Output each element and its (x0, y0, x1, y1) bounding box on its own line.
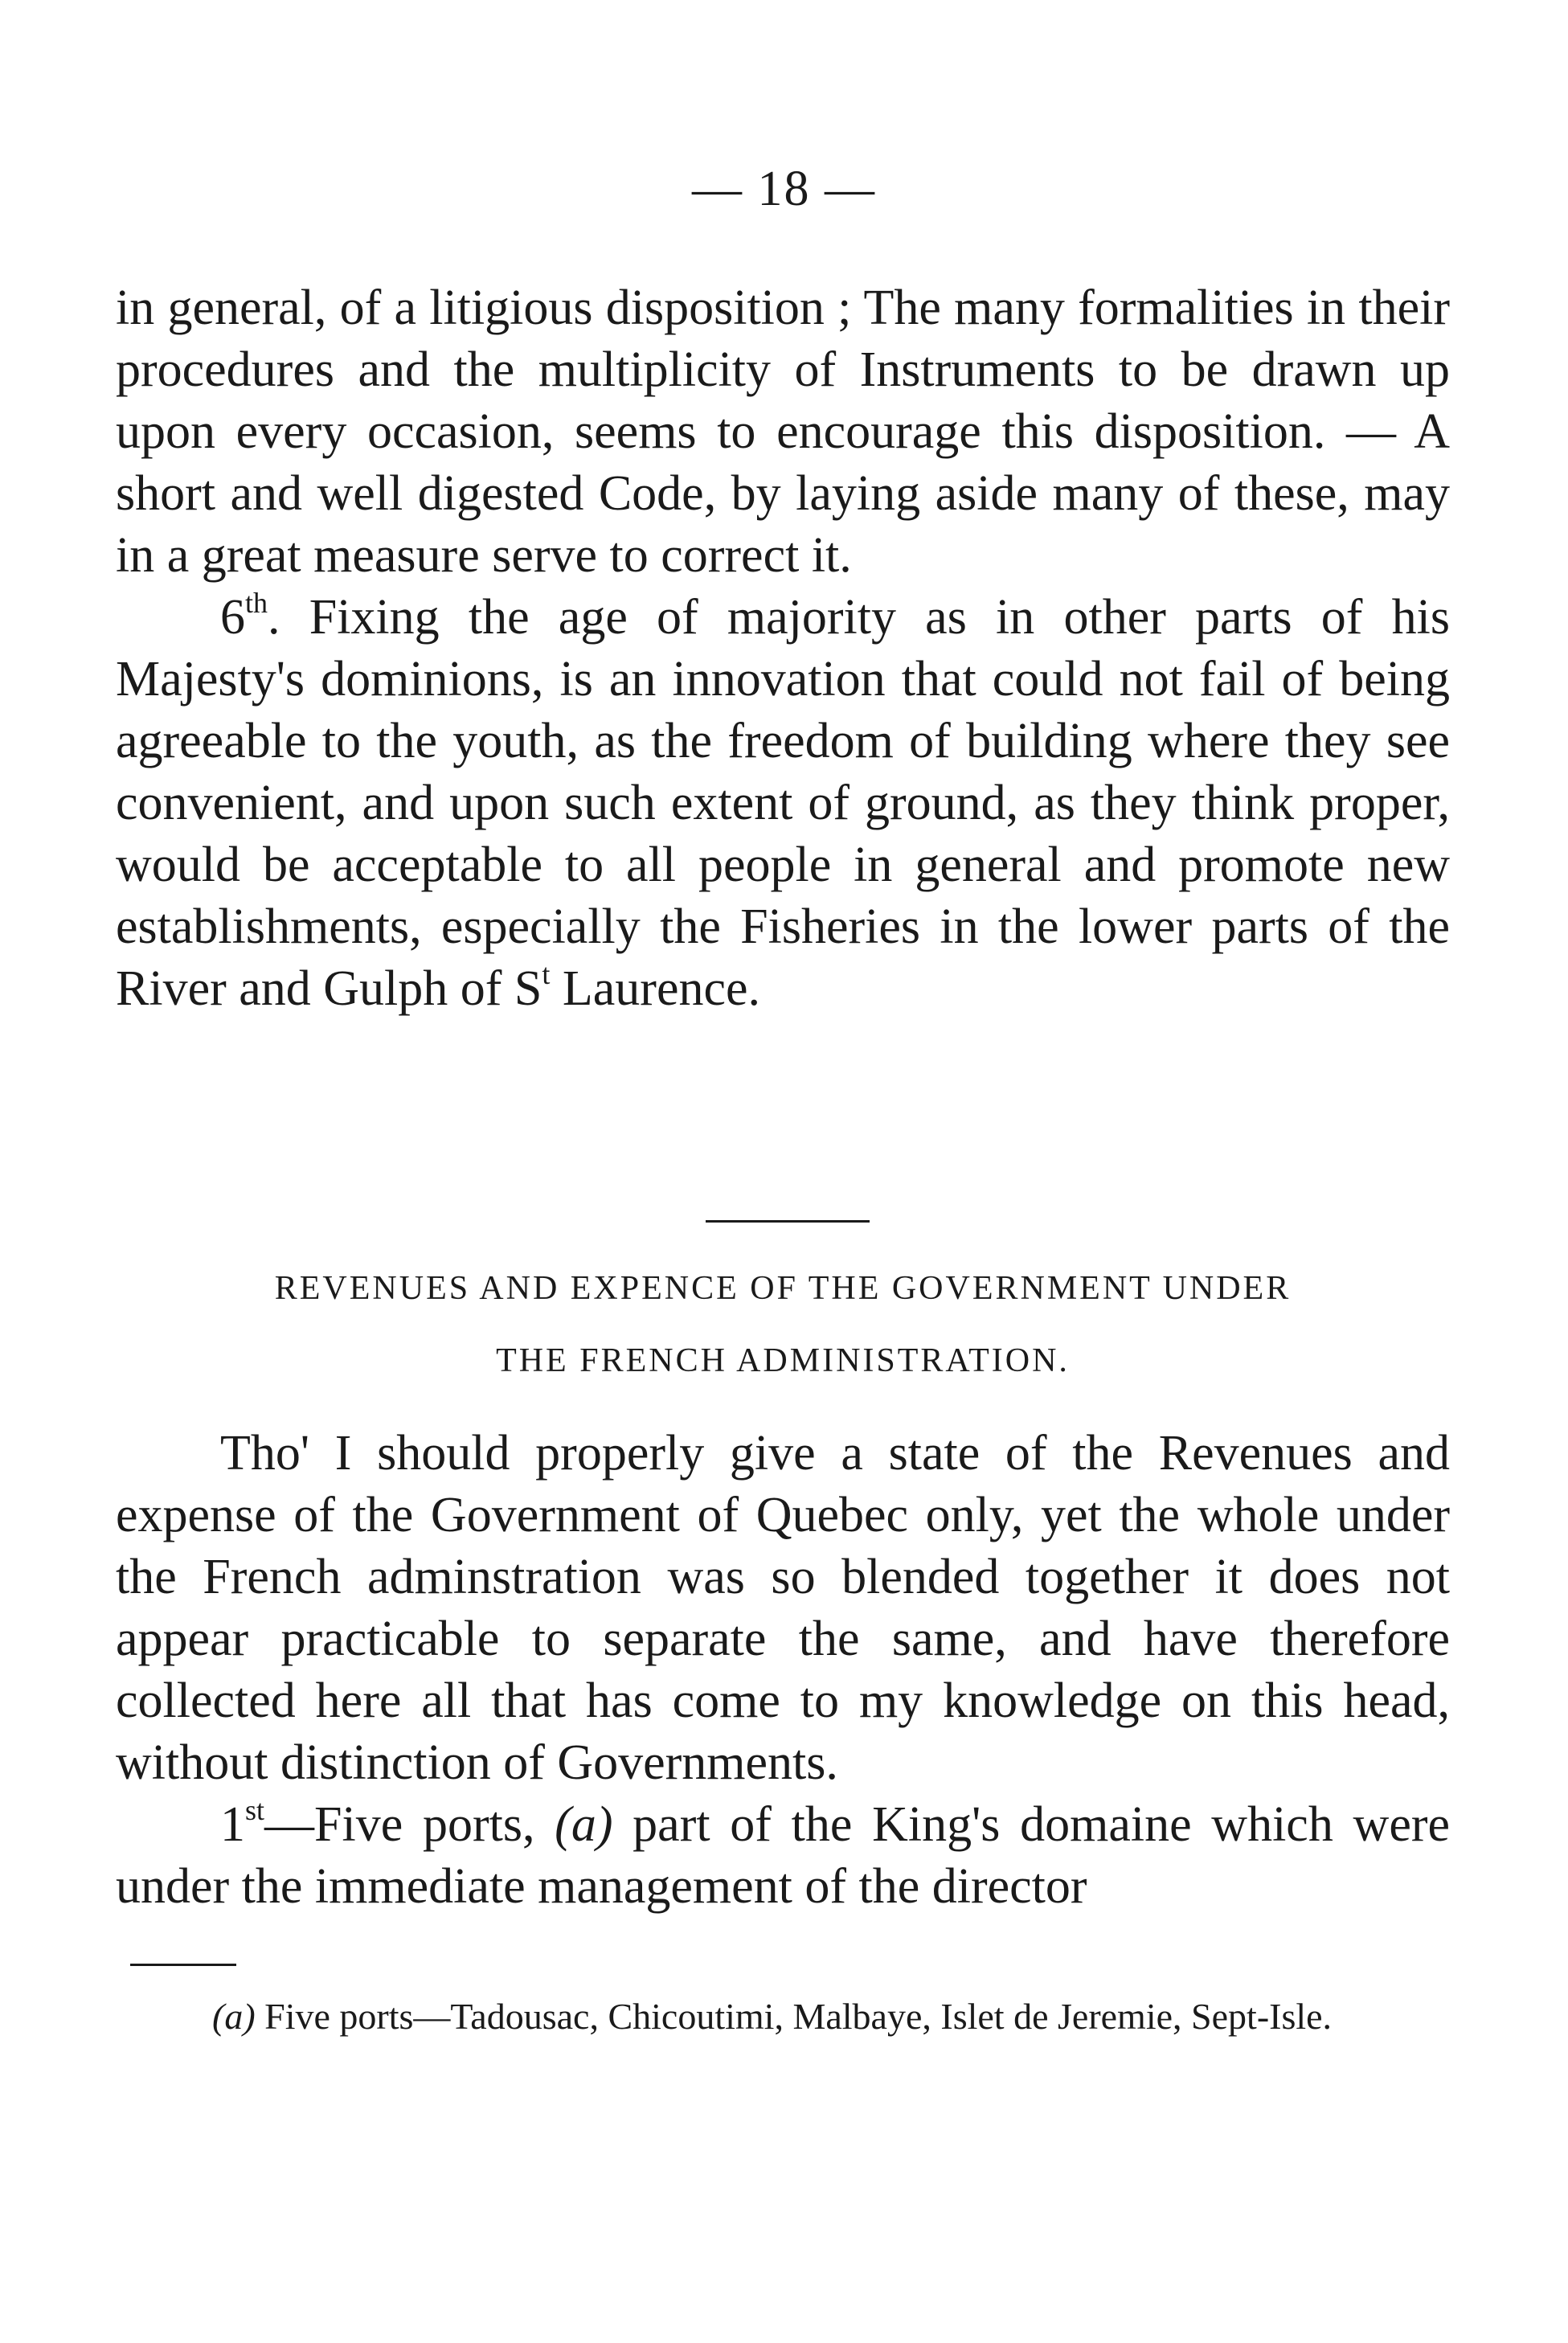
section-heading-line1: REVENUES AND EXPENCE OF THE GOVERNMENT UNDER (274, 1270, 1292, 1307)
paragraph-five-ports (116, 1794, 1450, 1918)
section-heading-line2: THE FRENCH ADMINISTRATION. (496, 1342, 1070, 1379)
paragraph-majority-text: . Fixing the age of majority as in other parts of his Majesty's dominions, is an innovation that could not fail of being agreeable to the youth, as the freedom of building where they see convenient, and upon such extent of ground, as they think proper, would be acceptable to all people in general and promote new establishments, especially the Fisheries in the lower parts of the River and Gulph of S (116, 590, 1450, 1016)
section-heading (116, 1252, 1450, 1397)
paragraph-majority-end: Laurence. (550, 961, 760, 1016)
footnote-reference: (a) (555, 1797, 613, 1852)
body-text-bottom (116, 1423, 1450, 1918)
item-number: 1 (220, 1797, 245, 1852)
item-number: 6 (220, 590, 245, 645)
paragraph-litigious: in general, of a litigious disposition ; The many formalities in their procedures and the multiplicity of Instruments to be drawn up upon every occasion, seems to encourage this disposition. — A short and well digested Code, by laying aside many of these, may in a great measure serve to correct it. (116, 281, 1450, 583)
page-number: — 18 — (692, 162, 876, 216)
paragraph-five-ports-text-a: —Five ports, (264, 1797, 555, 1852)
footnote-mark: (a) (212, 1996, 256, 2037)
ordinal-suffix: st (245, 1794, 265, 1826)
ordinal-suffix: th (245, 587, 268, 619)
footnote-divider (130, 1964, 236, 1966)
body-text-top (116, 277, 1450, 1020)
footnote-text (116, 1993, 1450, 2040)
footnote (116, 1993, 1450, 2040)
saint-abbreviation-suffix: t (542, 958, 551, 990)
paragraph-five-ports-text-b: part of the King's domaine which were under the immediate management of the director (116, 1797, 1450, 1914)
footnote-body: Five ports—Tadousac, Chicoutimi, Malbaye, Islet de Jeremie, Sept-Isle. (255, 1996, 1333, 2037)
paragraph-revenues: Tho' I should properly give a state of the Revenues and expense of the Government of Quebec only, yet the whole under the French adminstration was so blended together it does not appear practicable to separate the same, and have therefore collected here all that has come to my knowledge on this head, without distinction of Governments. (116, 1426, 1450, 1790)
paragraph-majority (116, 587, 1450, 1020)
section-divider (706, 1220, 870, 1223)
